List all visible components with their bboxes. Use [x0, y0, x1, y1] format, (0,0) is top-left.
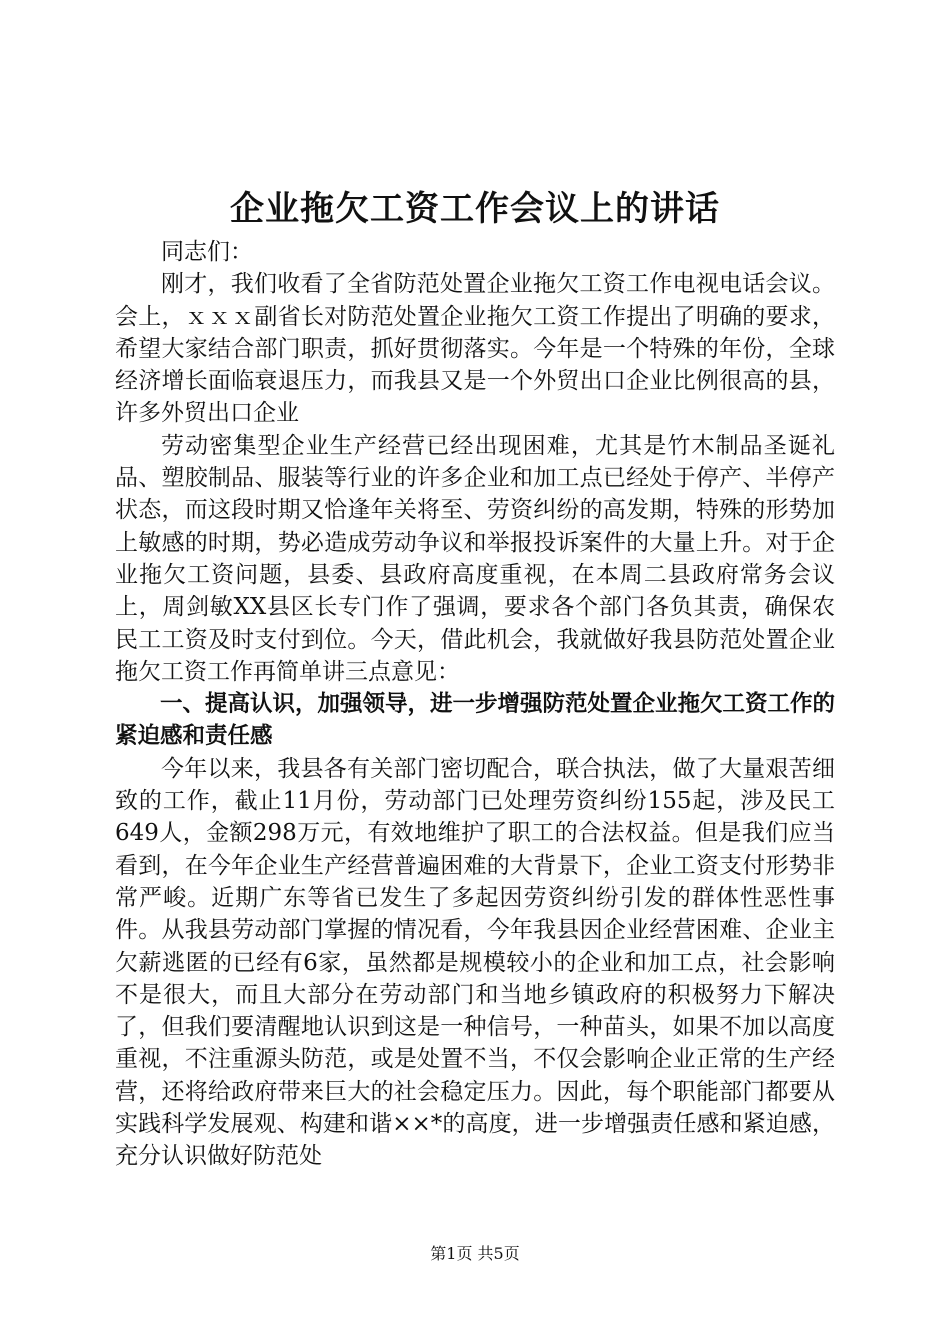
document-title: 企业拖欠工资工作会议上的讲话: [230, 189, 720, 229]
salutation: 同志们：: [161, 239, 253, 265]
paragraph-1: 刚才，我们收看了全省防范处置企业拖欠工资工作电视电话会议。会上，ｘｘｘ副省长对防范处置企业拖欠工资工作提出了明确的要求，希望大家结合部门职责，抓好贯彻落实。今年是一个特殊的年份，全球经济增长面临衰退压力，而我县又是一个外贸出口企业比例很高的县，许多外贸出口企业: [115, 271, 835, 427]
section-heading-1: 一、提高认识，加强领导，进一步增强防范处置企业拖欠工资工作的紧迫感和责任感: [115, 691, 836, 750]
page-footer: 第1页 共5页: [430, 1244, 520, 1263]
paragraph-3: 今年以来，我县各有关部门密切配合，联合执法，做了大量艰苦细致的工作，截止11月份，劳动部门已处理劳资纠纷155起，涉及民工649人，金额298万元，有效地维护了职工的合法权益。但是我们应当看到，在今年企业生产经营普遍困难的大背景下，企业工资支付形势非常严峻。近期广东等省已发生了多起因劳资纠纷引发的群体性恶性事件。从我县劳动部门掌握的情况看，今年我县因企业经营困难、企业主欠薪逃匿的已经有6家，虽然都是规模较小的企业和加工点，社会影响不是很大，而且大部分在劳动部门和当地乡镇政府的积极努力下解决了，但我们要清醒地认识到这是一种信号，一种苗头，如果不加以高度重视，不注重源头防范，或是处置不当，不仅会影响企业正常的生产经营，还将给政府带来巨大的社会稳定压力。因此，每个职能部门都要从实践科学发展观、构建和谐××*的高度，进一步增强责任感和紧迫感，充分认识做好防范处: [115, 755, 835, 1170]
document-body: [115, 236, 835, 1173]
paragraph-2: 劳动密集型企业生产经营已经出现困难，尤其是竹木制品圣诞礼品、塑胶制品、服装等行业的许多企业和加工点已经处于停产、半停产状态，而这段时期又恰逢年关将至、劳资纠纷的高发期，特殊的形势加上敏感的时期，势必造成劳动争议和举报投诉案件的大量上升。对于企业拖欠工资问题，县委、县政府高度重视，在本周二县政府常务会议上，周剑敏XX县区长专门作了强调，要求各个部门各负其责，确保农民工工资及时支付到位。今天，借此机会，我就做好我县防范处置企业拖欠工资工作再简单讲三点意见：: [115, 432, 835, 685]
